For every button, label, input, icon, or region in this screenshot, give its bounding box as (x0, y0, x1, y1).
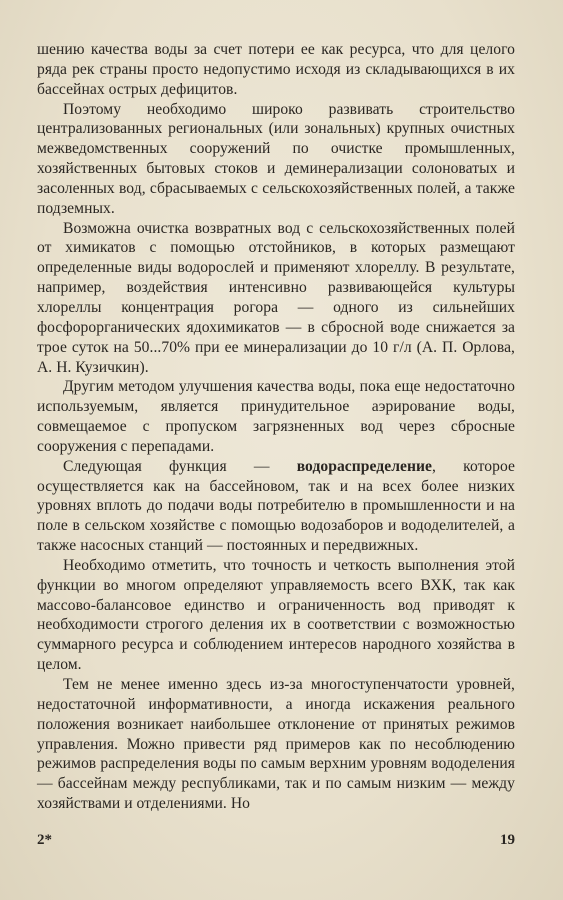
paragraph-4: Другим методом улучшения качества воды, пока еще недостаточно используемым, является принудительное аэрирование воды, совмещаемое с пропуском загрязненных вод через сбросные сооружения с перепадами. (37, 378, 515, 455)
paragraph-5 (37, 457, 515, 556)
page-number: 19 (500, 832, 515, 848)
paragraph-2: Поэтому необходимо широко развивать строительство централизованных региональных (или зональных) крупных очистных межведомственных сооружений по очистке промышленных, хозяйственных бытовых стоков и деминерализации солоноватых и засоленных вод, сбрасываемых с сельскохозяйственных полей, а также подземных. (37, 100, 515, 217)
paragraph-3: Возможна очистка возвратных вод с сельскохозяйственных полей от химикатов с помощью отстойников, в которых размещают определенные виды водорослей и применяют хлореллу. В результате, например, воздействия интенсивно развивающейся культуры хлореллы концентрация рогора — одного из сильнейших фосфорорганических ядохимикатов — в сбросной воде снижается за трое суток на 50...70% при ее минерализации до 10 г/л (А. П. Орлова, А. Н. Кузичкин). (37, 219, 515, 376)
signature-mark: 2* (37, 832, 52, 848)
term-water-distribution: водораспределение (296, 457, 433, 475)
paragraph-6: Необходимо отметить, что точность и четкость выполнения этой функции во многом определяют управляемость всего ВХК, так как массово-балансовое единство и ограниченность вод приводят к необходимости строгого деления их в соответствии с возможностью суммарного ресурса и соблюдением интересов народного хозяйства в целом. (37, 556, 515, 674)
paragraph-7: Тем не менее именно здесь из-за многоступенчатости уровней, недостаточной информативности, а иногда искажения реального положения возникает наибольшее отклонение от принятых режимов управления. Можно привести ряд примеров как по несоблюдению режимов распределения воды по самым верхним уровням вододеления — бассейнам между республиками, так и по самым низким — между хозяйствами и отделениями. Но (37, 676, 515, 813)
paragraph-1: шению качества воды за счет потери ее как ресурса, что для целого ряда рек страны просто недопустимо исходя из складывающихся в их бассейнах острых дефицитов. (37, 41, 515, 98)
body-text (37, 40, 515, 814)
paragraph-5-rest: , которое осуществляется как на бассейновом, так и на всех более низких уровнях вплоть до подачи воды потребителю в промышленности и на поле в сельском хозяйстве с помощью водозаборов и вододелителей, а также насосных станций — постоянных и передвижных. (37, 457, 516, 555)
paragraph-5-lead: Следующая функция — (63, 457, 297, 475)
